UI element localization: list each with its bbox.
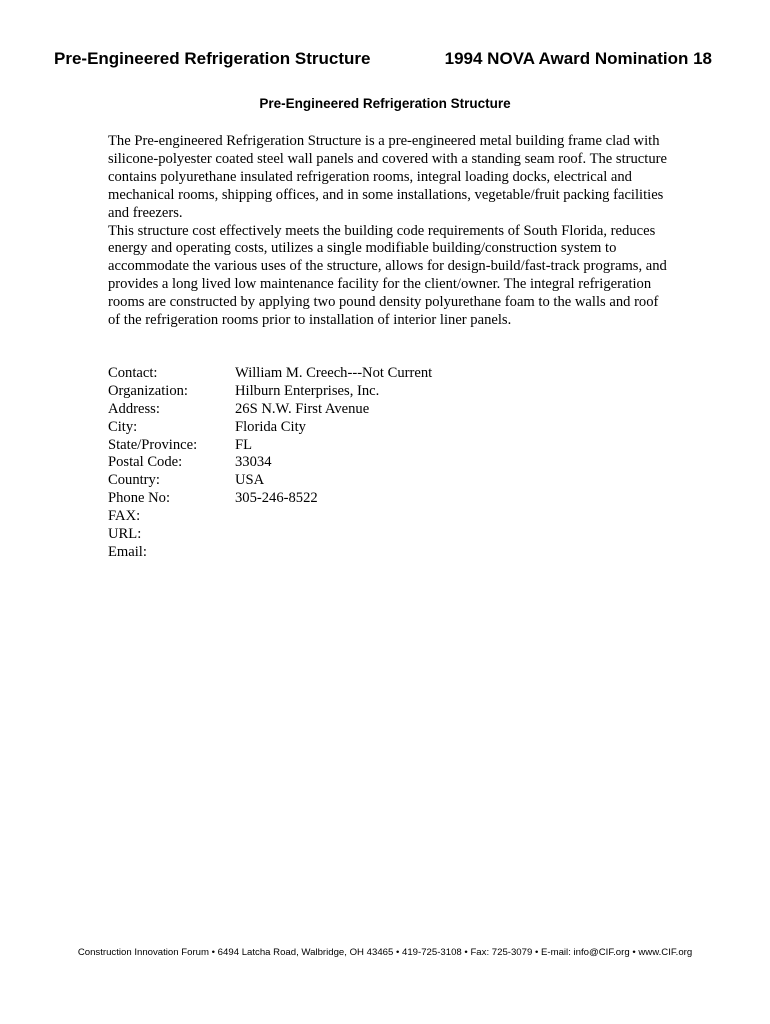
contact-row-address	[108, 401, 668, 419]
contact-row-country	[108, 472, 668, 490]
contact-row-url	[108, 526, 668, 544]
contact-value: William M. Creech---Not Current	[235, 365, 433, 381]
contact-row-organization	[108, 383, 668, 401]
description-paragraph-1: The Pre-engineered Refrigeration Structure is a pre-engineered metal building frame clad with silicone-polyester coated steel wall panels and covered with a standing seam roof. The structure contains polyurethane insulated refrigeration rooms, integral loading docks, electrical and mechanical rooms, shipping offices, and in some installations, vegetable/fruit packing facilities and freezers.	[108, 133, 667, 221]
contact-row-postal-code	[108, 454, 668, 472]
page-footer: Construction Innovation Forum • 6494 Latcha Road, Walbridge, OH 43465 • 419-725-3108 • Fax: 725-3079 • E-mail: info@CIF.org • www.CIF.org	[77, 947, 693, 958]
description-paragraph-2: This structure cost effectively meets the building code requirements of South Florida, reduces energy and operating costs, utilizes a single modifiable building/construction system to accommodate the various uses of the structure, allows for design-build/fast-track programs, and provides a long lived low maintenance facility for the client/owner. The integral refrigeration rooms are constructed by applying two pound density polyurethane foam to the walls and roof of the refrigeration rooms prior to installation of interior liner panels.	[108, 222, 667, 329]
fax-label: FAX:	[108, 508, 141, 525]
country-value: USA	[235, 472, 265, 489]
state-label: State/Province:	[108, 436, 198, 453]
url-label: URL:	[108, 526, 142, 543]
contact-info	[108, 365, 668, 562]
address-label: Address:	[108, 400, 160, 417]
organization-label: Organization:	[108, 382, 188, 399]
postal-code-label: Postal Code:	[108, 454, 183, 471]
description	[108, 133, 668, 330]
header-nomination: 1994 NOVA Award Nomination 18	[444, 49, 712, 68]
phone-label: Phone No:	[108, 490, 171, 507]
country-label: Country:	[108, 472, 160, 489]
contact-row-fax	[108, 508, 668, 526]
city-label: City:	[108, 418, 138, 435]
contact-row-email	[108, 544, 668, 562]
postal-code-value: 33034	[235, 454, 272, 471]
organization-value: Hilburn Enterprises, Inc.	[235, 382, 380, 399]
contact-row-state	[108, 437, 668, 455]
state-value: FL	[235, 436, 253, 453]
contact-row-city	[108, 419, 668, 437]
address-value: 26S N.W. First Avenue	[235, 400, 370, 417]
header-title: Pre-Engineered Refrigeration Structure	[54, 49, 371, 68]
contact-row-phone	[108, 490, 668, 508]
email-label: Email:	[108, 543, 147, 560]
city-value: Florida City	[235, 418, 306, 435]
phone-value: 305-246-8522	[235, 490, 318, 507]
page-header	[54, 46, 712, 72]
contact-label: Contact:	[108, 365, 158, 381]
section-title: Pre-Engineered Refrigeration Structure	[259, 96, 511, 111]
contact-row-contact	[108, 365, 668, 383]
